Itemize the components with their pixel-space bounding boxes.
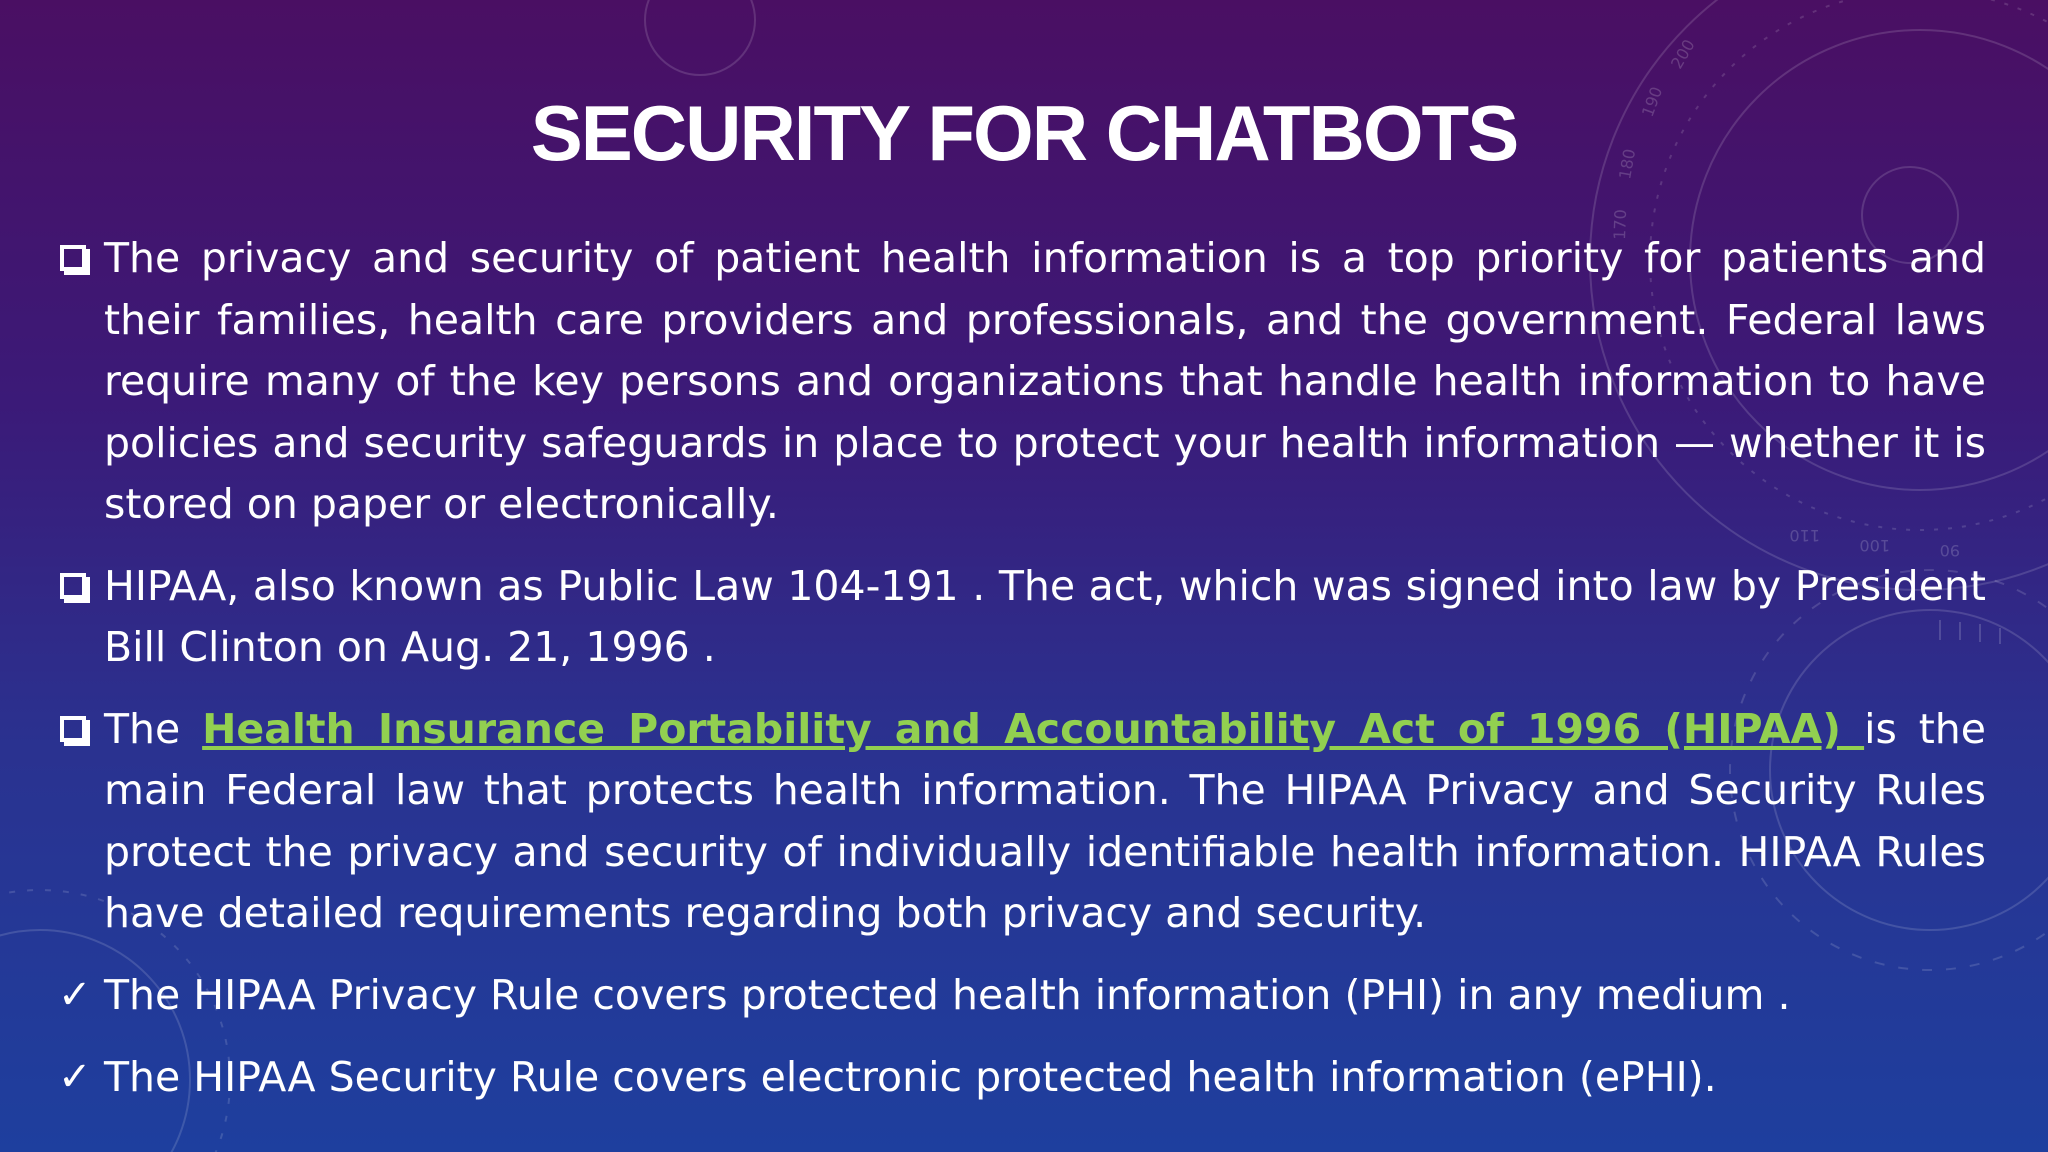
check-item bbox=[58, 965, 1986, 1027]
dial-number: 200 bbox=[1667, 36, 1699, 72]
dial-number: 180 bbox=[1615, 147, 1640, 181]
checkmark-icon: ✓ bbox=[58, 971, 92, 1018]
bullet-text: is the main Federal law that protects health information. The HIPAA Privacy and Security Rules protect the privacy and security of individually identifiable health information. HIPAA Rules have detailed requirements regarding both privacy and security. bbox=[104, 704, 1986, 937]
bullet-text: The HIPAA Privacy Rule covers protected health information (PHI) in any medium . bbox=[104, 970, 1791, 1019]
bullet-prefix: The bbox=[104, 704, 203, 753]
dial-number: 90 bbox=[1939, 541, 1960, 560]
checkmark-icon: ✓ bbox=[58, 1054, 92, 1100]
slide-title: SECURITY FOR CHATBOTS bbox=[530, 89, 1518, 177]
bullet-item bbox=[58, 228, 1986, 536]
dial-number: 110 bbox=[1789, 526, 1820, 545]
dial-number: 100 bbox=[1859, 536, 1890, 555]
bullet-list bbox=[58, 228, 1986, 1130]
bullet-text: The privacy and security of patient health information is a top priority for patients and their families, health care providers and professionals, and the government. Federal laws require many of the key persons and organizations that handle health information to have policies and security safeguards in place to protect your health information — whether it is stored on paper or electronically. bbox=[104, 234, 1986, 528]
bullet-item bbox=[58, 556, 1986, 679]
bullet-item bbox=[58, 699, 1986, 945]
hipaa-link[interactable]: Health Insurance Portability and Accountability Act of 1996 (HIPAA) bbox=[202, 704, 1865, 753]
square-bullet-icon bbox=[58, 699, 104, 761]
square-bullet-icon bbox=[58, 556, 104, 618]
square-bullet-icon bbox=[58, 228, 104, 290]
bullet-text: HIPAA, also known as Public Law 104-191 . The act, which was signed into law by President Bill Clinton on Aug. 21, 1996 . bbox=[104, 561, 1986, 671]
dial-number: 170 bbox=[1610, 208, 1631, 241]
check-item bbox=[58, 1047, 1986, 1109]
bullet-text: The HIPAA Security Rule covers electronic protected health information (ePHI). bbox=[104, 1053, 1717, 1101]
dial-number: 190 bbox=[1637, 84, 1667, 120]
